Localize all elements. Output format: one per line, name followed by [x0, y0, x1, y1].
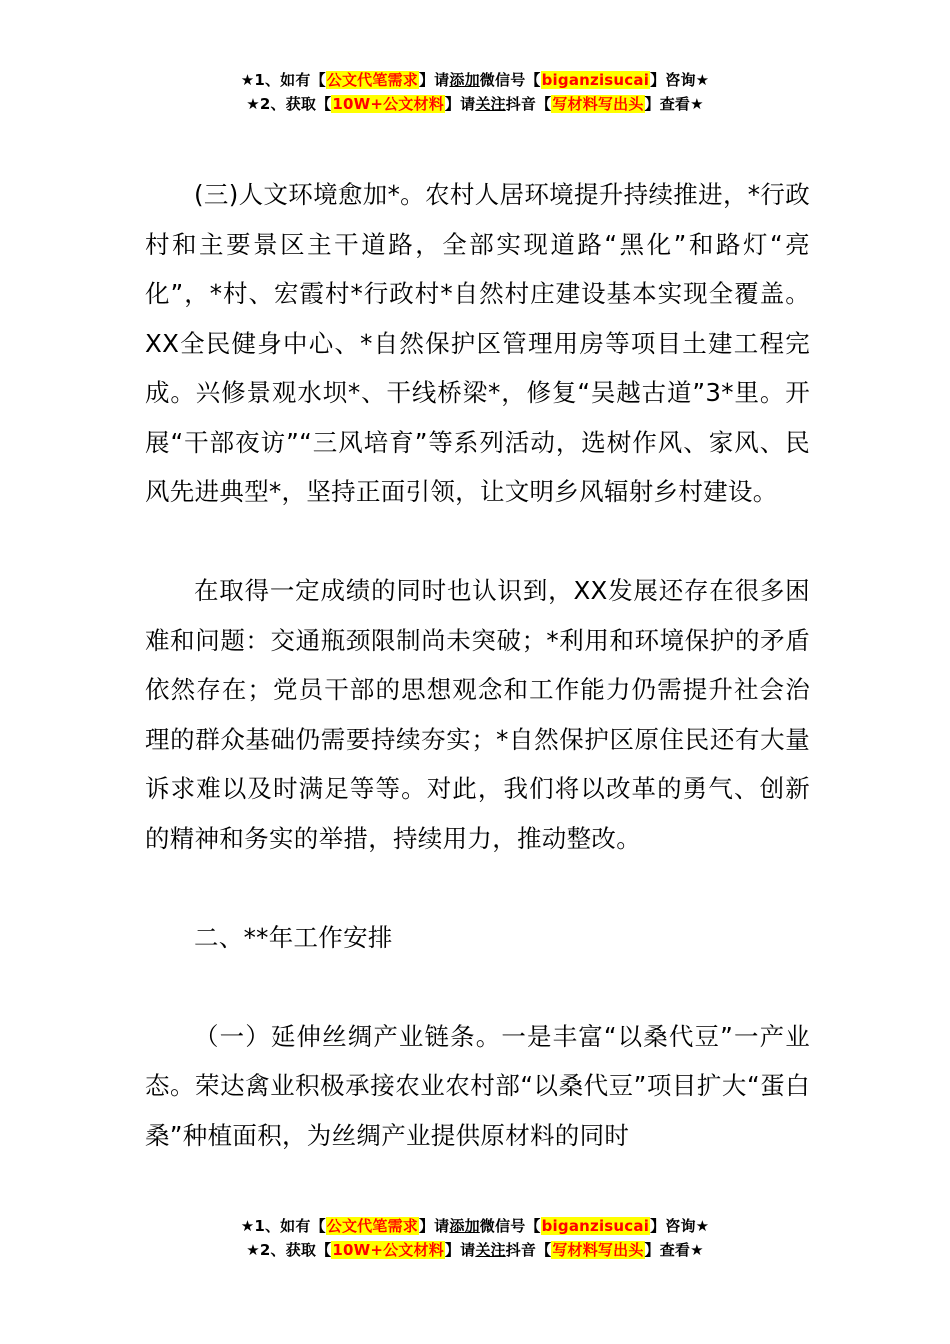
banner-underlined-text: 关注 — [475, 95, 506, 113]
banner-highlight: 公文代笔需求 — [326, 71, 418, 89]
paragraph-silk-industry: （一）延伸丝绸产业链条。一是丰富“以桑代豆”一产业态。荣达禽业积极承接农业农村部“以桑代豆”项目扩大“蛋白桑”种植面积，为丝绸产业提供原材料的同时 — [145, 1021, 810, 1150]
banner-text: 】咨询★ — [650, 71, 710, 89]
banner-highlight: biganzisucai — [541, 71, 650, 89]
banner-highlight: biganzisucai — [541, 1217, 650, 1235]
banner-highlight: 10W+公文材料 — [332, 1241, 444, 1259]
banner-highlight: 10W+公文材料 — [332, 95, 444, 113]
banner-underlined-text: 添加 — [449, 71, 480, 89]
banner-text: ★2、获取【 — [246, 95, 332, 113]
banner-text: 】查看★ — [644, 95, 704, 113]
banner-text: ★1、如有【 — [240, 71, 326, 89]
paragraph-problems: 在取得一定成绩的同时也认识到，XX发展还存在很多困难和问题：交通瓶颈限制尚未突破；*利用和环境保护的矛盾依然存在；党员干部的思想观念和工作能力仍需提升社会治理的群众基础仍需要持续夯实；*自然保护区原住民还有大量诉求难以及时满足等等。对此，我们将以改革的勇气、创新的精神和务实的举措，持续用力，推动整改。 — [145, 576, 810, 853]
banner-text: 】请 — [444, 1241, 476, 1259]
banner-text: 抖音【 — [505, 95, 552, 113]
banner-highlight: 写材料写出头 — [552, 95, 644, 113]
document-body — [145, 170, 810, 1160]
section-heading: 二、**年工作安排 — [194, 922, 393, 952]
banner-text: 】请 — [444, 95, 476, 113]
banner-underlined-text: 添加 — [449, 1217, 480, 1235]
banner-highlight: 公文代笔需求 — [326, 1217, 418, 1235]
banner-line-2 — [0, 92, 950, 116]
header-banner — [0, 68, 950, 116]
banner-text: 】查看★ — [644, 1241, 704, 1259]
banner-text: 微信号【 — [479, 1217, 541, 1235]
banner-line-2 — [0, 1238, 950, 1262]
banner-line-1 — [0, 68, 950, 92]
banner-text: 微信号【 — [479, 71, 541, 89]
banner-text: ★2、获取【 — [246, 1241, 332, 1259]
banner-highlight: 写材料写出头 — [552, 1241, 644, 1259]
banner-text: 抖音【 — [505, 1241, 552, 1259]
banner-text: ★1、如有【 — [240, 1217, 326, 1235]
banner-text: 】请 — [418, 1217, 450, 1235]
banner-text: 】咨询★ — [650, 1217, 710, 1235]
banner-line-1 — [0, 1214, 950, 1238]
banner-underlined-text: 关注 — [475, 1241, 506, 1259]
banner-text: 】请 — [418, 71, 450, 89]
footer-banner — [0, 1214, 950, 1262]
paragraph-culture-environment: (三)人文环境愈加*。农村人居环境提升持续推进，*行政村和主要景区主干道路，全部实现道路“黑化”和路灯“亮化”，*村、宏霞村*行政村*自然村庄建设基本实现全覆盖。XX全民健身中心、*自然保护区管理用房等项目土建工程完成。兴修景观水坝*、干线桥梁*，修复“吴越古道”3*里。开展“干部夜访”“三风培育”等系列活动，选树作风、家风、民风先进典型*，坚持正面引领，让文明乡风辐射乡村建设。 — [145, 180, 810, 506]
